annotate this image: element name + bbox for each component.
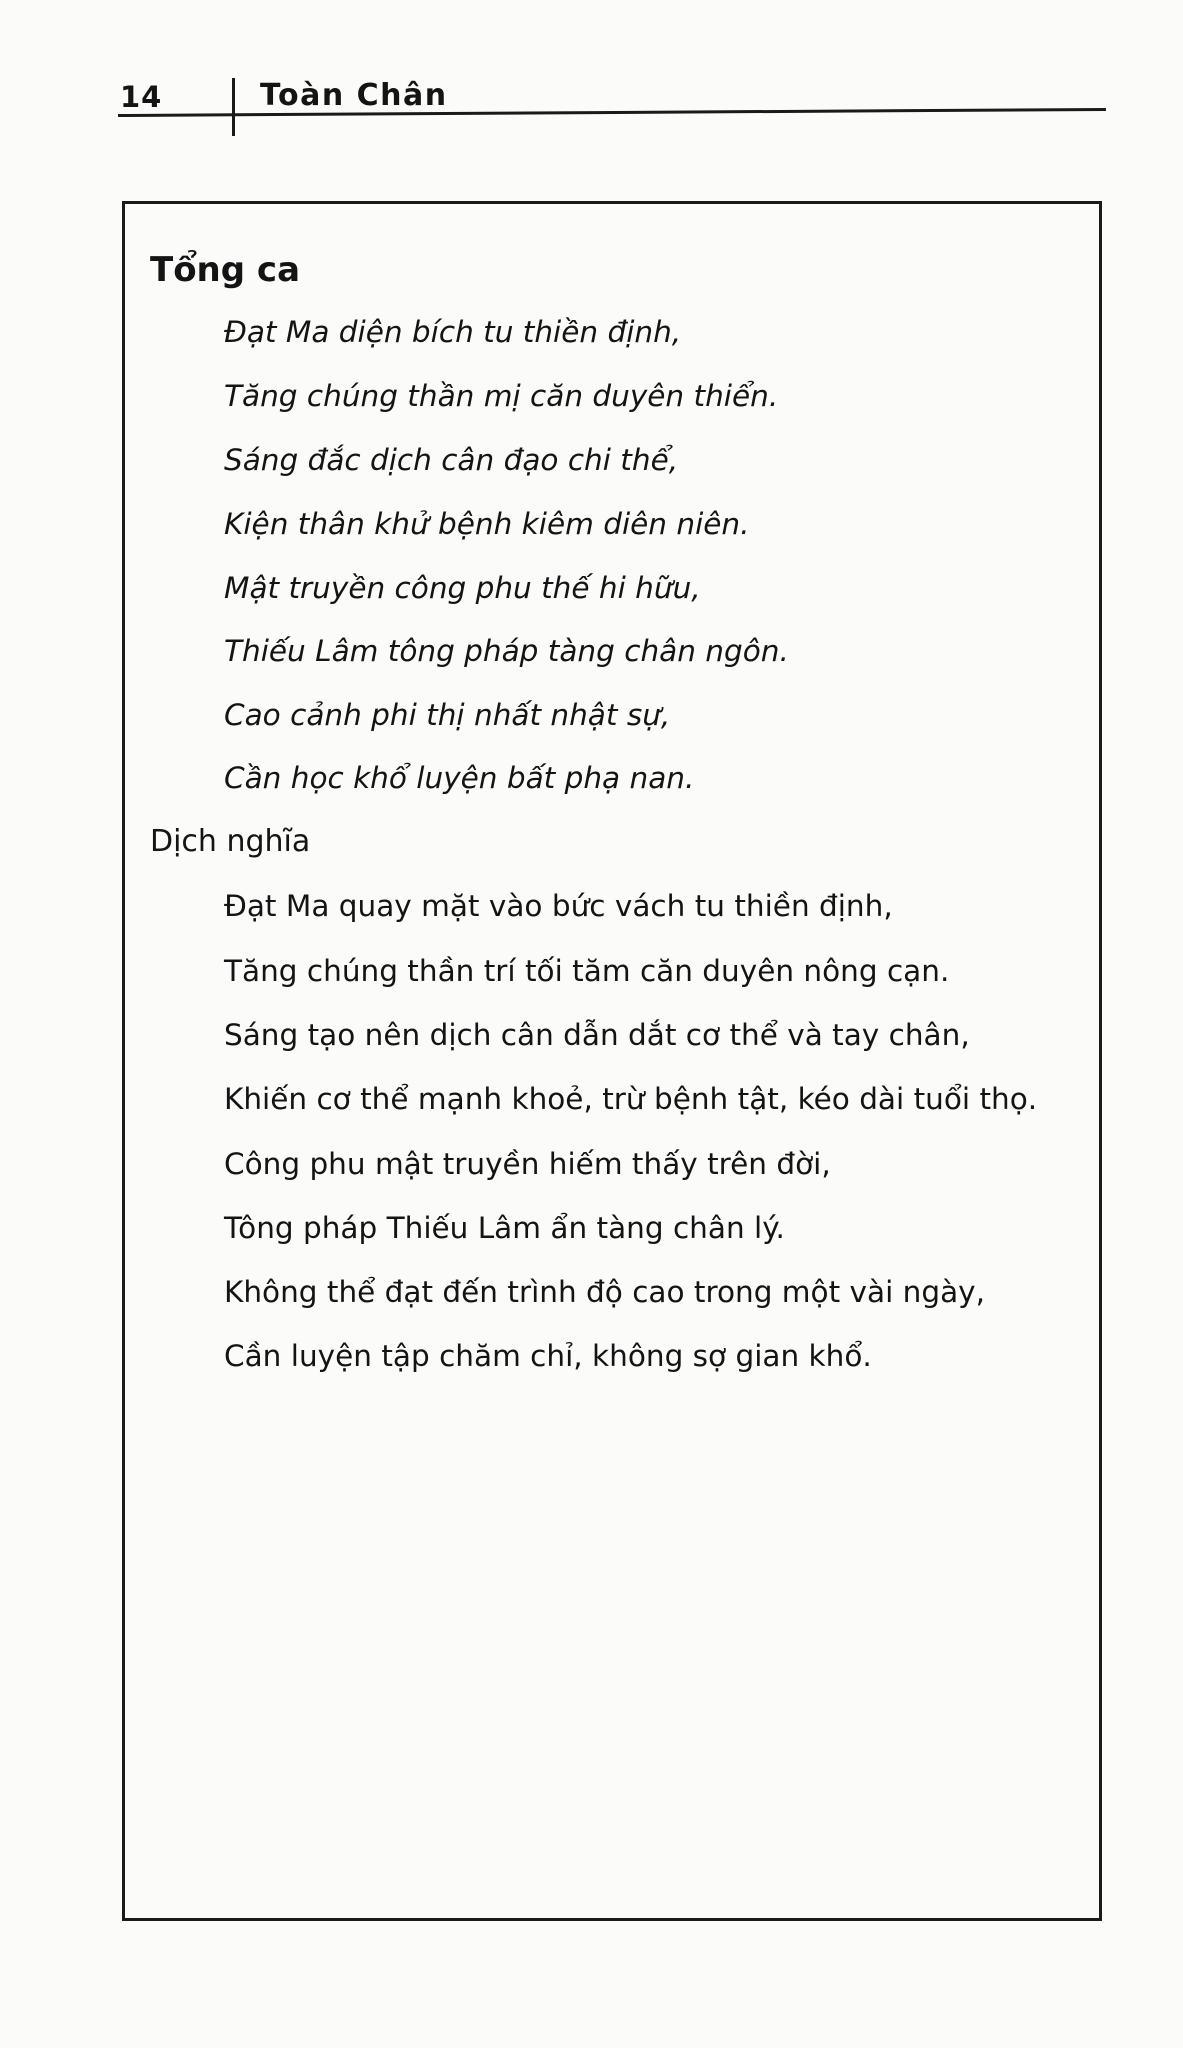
page-number: 14 (120, 80, 163, 114)
translation-title: Dịch nghĩa (150, 824, 311, 859)
translation-line-5: Công phu mật truyền hiếm thấy trên đời, (224, 1147, 831, 1181)
poem-line-2: Tăng chúng thần mị căn duyên thiển. (224, 379, 779, 413)
poem-line-1: Đạt Ma diện bích tu thiền định, (224, 315, 682, 349)
header-divider (232, 78, 235, 136)
translation-line-6: Tông pháp Thiếu Lâm ẩn tàng chân lý. (224, 1211, 785, 1245)
poem-line-4: Kiện thân khử bệnh kiêm diên niên. (224, 507, 750, 541)
poem-line-3: Sáng đắc dịch cân đạo chi thể, (224, 443, 679, 477)
translation-line-7: Không thể đạt đến trình độ cao trong một vài ngày, (224, 1275, 985, 1309)
running-title: Toàn Chân (260, 78, 448, 113)
translation-line-2: Tăng chúng thần trí tối tăm căn duyên nông cạn. (224, 954, 950, 988)
poem-line-5: Mật truyền công phu thế hi hữu, (224, 571, 701, 605)
poem-line-6: Thiếu Lâm tông pháp tàng chân ngôn. (224, 634, 789, 668)
translation-line-1: Đạt Ma quay mặt vào bức vách tu thiền định, (224, 889, 893, 923)
poem-title: Tổng ca (150, 250, 301, 290)
poem-line-7: Cao cảnh phi thị nhất nhật sự, (224, 698, 671, 732)
translation-line-4: Khiến cơ thể mạnh khoẻ, trừ bệnh tật, kéo dài tuổi thọ. (224, 1082, 1038, 1116)
translation-line-8: Cần luyện tập chăm chỉ, không sợ gian khổ. (224, 1339, 872, 1373)
page-header (0, 0, 1183, 140)
translation-line-3: Sáng tạo nên dịch cân dẫn dắt cơ thể và tay chân, (224, 1018, 970, 1052)
poem-line-8: Cần học khổ luyện bất phạ nan. (224, 761, 695, 795)
